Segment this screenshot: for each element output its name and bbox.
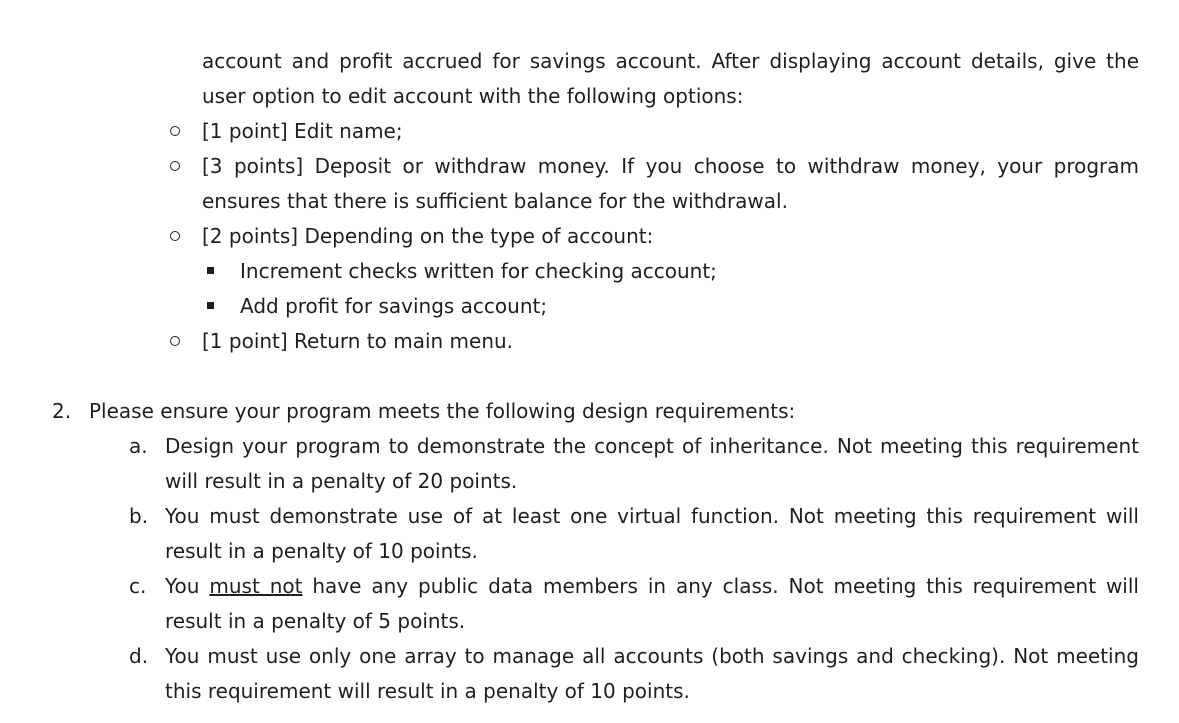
requirement-c-line-1 <box>165 571 1139 601</box>
list-letter-d: d. <box>129 644 149 668</box>
requirement-d-line-2: this requirement will result in a penalty of 10 points. <box>165 679 690 703</box>
edit-option-account-type: [2 points] Depending on the type of account: <box>202 224 654 248</box>
hollow-bullet-icon <box>170 231 180 241</box>
list-letter-b: b. <box>129 504 149 528</box>
requirement-b-line-2: result in a penalty of 10 points. <box>165 539 478 563</box>
requirement-d-line-1: You must use only one array to manage all accounts (both savings and checking). Not meeting <box>165 644 1139 668</box>
square-bullet-icon <box>207 302 214 309</box>
requirement-c-text-end: have any public data members in any class. Not meeting this requirement will <box>302 574 1139 598</box>
must-not-emphasis: must not <box>209 574 303 598</box>
continuation-line-2: user option to edit account with the following options: <box>202 84 744 108</box>
hollow-bullet-icon <box>170 126 180 136</box>
continuation-line-1: account and profit accrued for savings account. After displaying account details, give the <box>202 49 1139 73</box>
square-bullet-icon <box>207 267 214 274</box>
list-number-2: 2. <box>52 399 72 423</box>
requirement-c-line-2: result in a penalty of 5 points. <box>165 609 466 633</box>
edit-option-return: [1 point] Return to main menu. <box>202 329 514 353</box>
requirement-a-line-2: will result in a penalty of 20 points. <box>165 469 518 493</box>
design-requirements-heading: Please ensure your program meets the following design requirements: <box>89 399 796 423</box>
hollow-bullet-icon <box>170 336 180 346</box>
sub-item-savings: Add profit for savings account; <box>240 294 548 318</box>
edit-option-deposit-line-2: ensures that there is sufficient balance for the withdrawal. <box>202 189 788 213</box>
edit-option-deposit-line-1: [3 points] Deposit or withdraw money. If you choose to withdraw money, your program <box>202 154 1139 178</box>
sub-item-checking: Increment checks written for checking account; <box>240 259 717 283</box>
edit-option-name: [1 point] Edit name; <box>202 119 403 143</box>
hollow-bullet-icon <box>170 161 180 171</box>
requirement-b-line-1: You must demonstrate use of at least one virtual function. Not meeting this requirement will <box>165 504 1139 528</box>
requirement-a-line-1: Design your program to demonstrate the concept of inheritance. Not meeting this requirement <box>165 434 1139 458</box>
list-letter-a: a. <box>129 434 148 458</box>
list-letter-c: c. <box>129 574 147 598</box>
requirement-c-text-start: You <box>165 574 210 598</box>
